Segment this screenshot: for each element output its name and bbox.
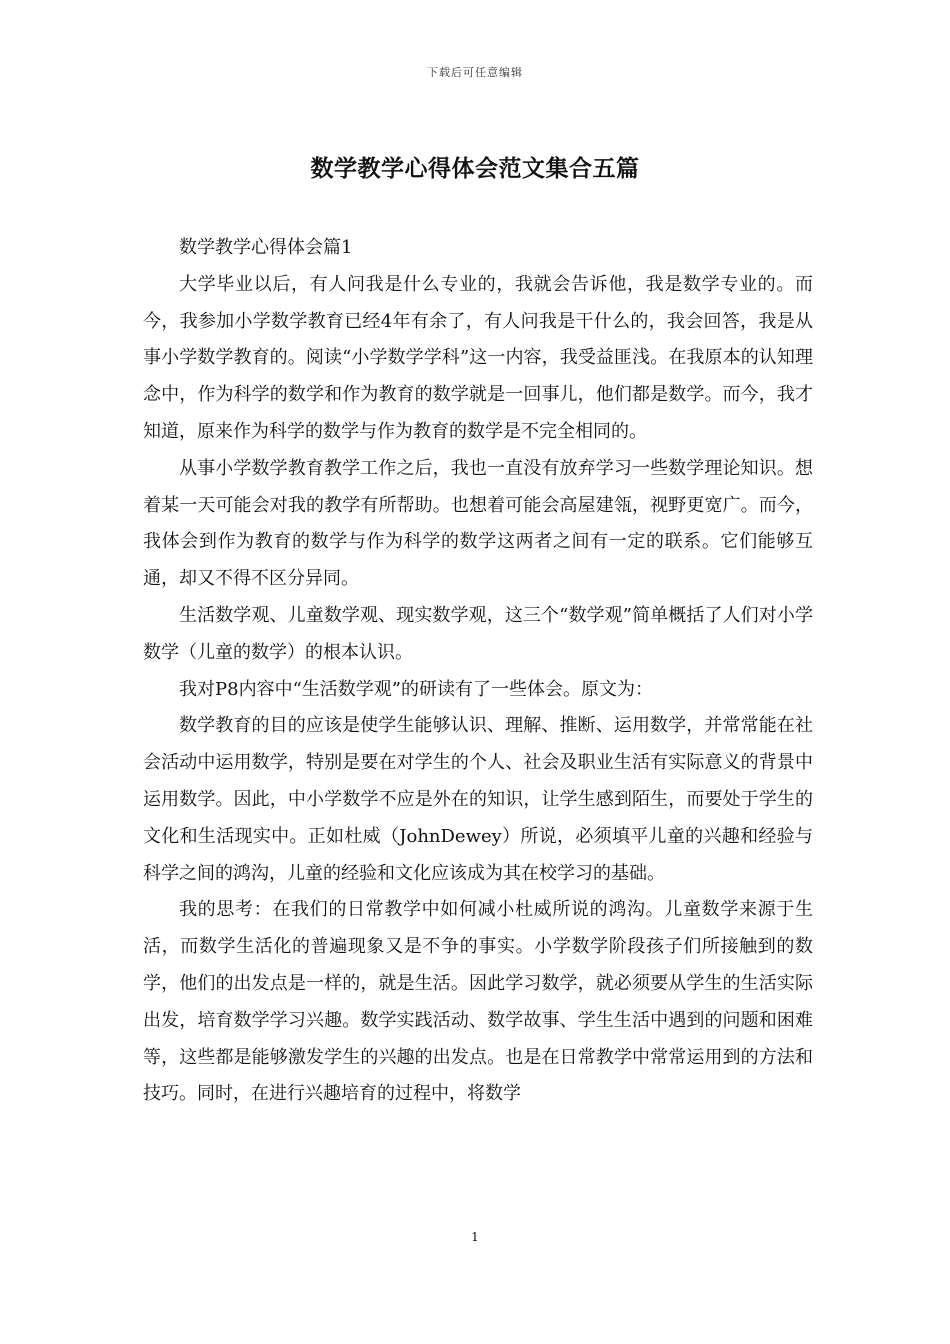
paragraph: 生活数学观、儿童数学观、现实数学观，这三个“数学观”简单概括了人们对小学数学（儿童的数学）的根本认识。 — [143, 604, 813, 663]
paragraph: 大学毕业以后，有人问我是什么专业的，我就会告诉他，我是数学专业的。而今，我参加小学数学教育已经4年有余了，有人问我是干什么的，我会回答，我是从事小学数学教育的。阅读“小学数学学科”这一内容，我受益匪浅。在我原本的认知理念中，作为科学的数学和作为教育的数学就是一回事儿，他们都是数学。而今，我才知道，原来作为科学的数学与作为教育的数学是不完全相同的。 — [143, 273, 813, 442]
paragraph: 从事小学数学教育教学工作之后，我也一直没有放弃学习一些数学理论知识。想着某一天可能会对我的教学有所帮助。也想着可能会高屋建瓴，视野更宽广。而今，我体会到作为教育的数学与作为科学的数学这两者之间有一定的联系。它们能够互通，却又不得不区分异同。 — [143, 457, 813, 590]
paragraph: 我的思考：在我们的日常教学中如何减小杜威所说的鸿沟。儿童数学来源于生活，而数学生活化的普遍现象又是不争的事实。小学数学阶段孩子们所接触到的数学，他们的出发点是一样的，就是生活。因此学习数学，就必须要从学生的生活实际出发，培育数学学习兴趣。数学实践活动、数学故事、学生生活中遇到的问题和困难等，这些都是能够激发学生的兴趣的出发点。也是在日常教学中常常运用到的方法和技巧。同时，在进行兴趣培育的过程中，将数学 — [143, 899, 813, 1105]
paragraph: 我对P8内容中“生活数学观”的研读有了一些体会。原文为： — [179, 678, 653, 700]
document-title: 数学教学心得体会范文集合五篇 — [310, 155, 640, 182]
document-body — [143, 230, 813, 1113]
paragraph: 数学教育的目的应该是使学生能够认识、理解、推断、运用数学，并常常能在社会活动中运用数学，特别是要在对学生的个人、社会及职业生活有实际意义的背景中运用数学。因此，中小学数学不应是外在的知识，让学生感到陌生，而要处于学生的文化和生活现实中。正如杜威（JohnDewey）所说，必须填平儿童的兴趣和经验与科学之间的鸿沟，儿童的经验和文化应该成为其在校学习的基础。 — [143, 715, 813, 884]
page-header: 下载后可任意编辑 — [427, 66, 523, 79]
section-heading: 数学教学心得体会篇1 — [179, 237, 353, 258]
page-number: 1 — [471, 1230, 479, 1244]
